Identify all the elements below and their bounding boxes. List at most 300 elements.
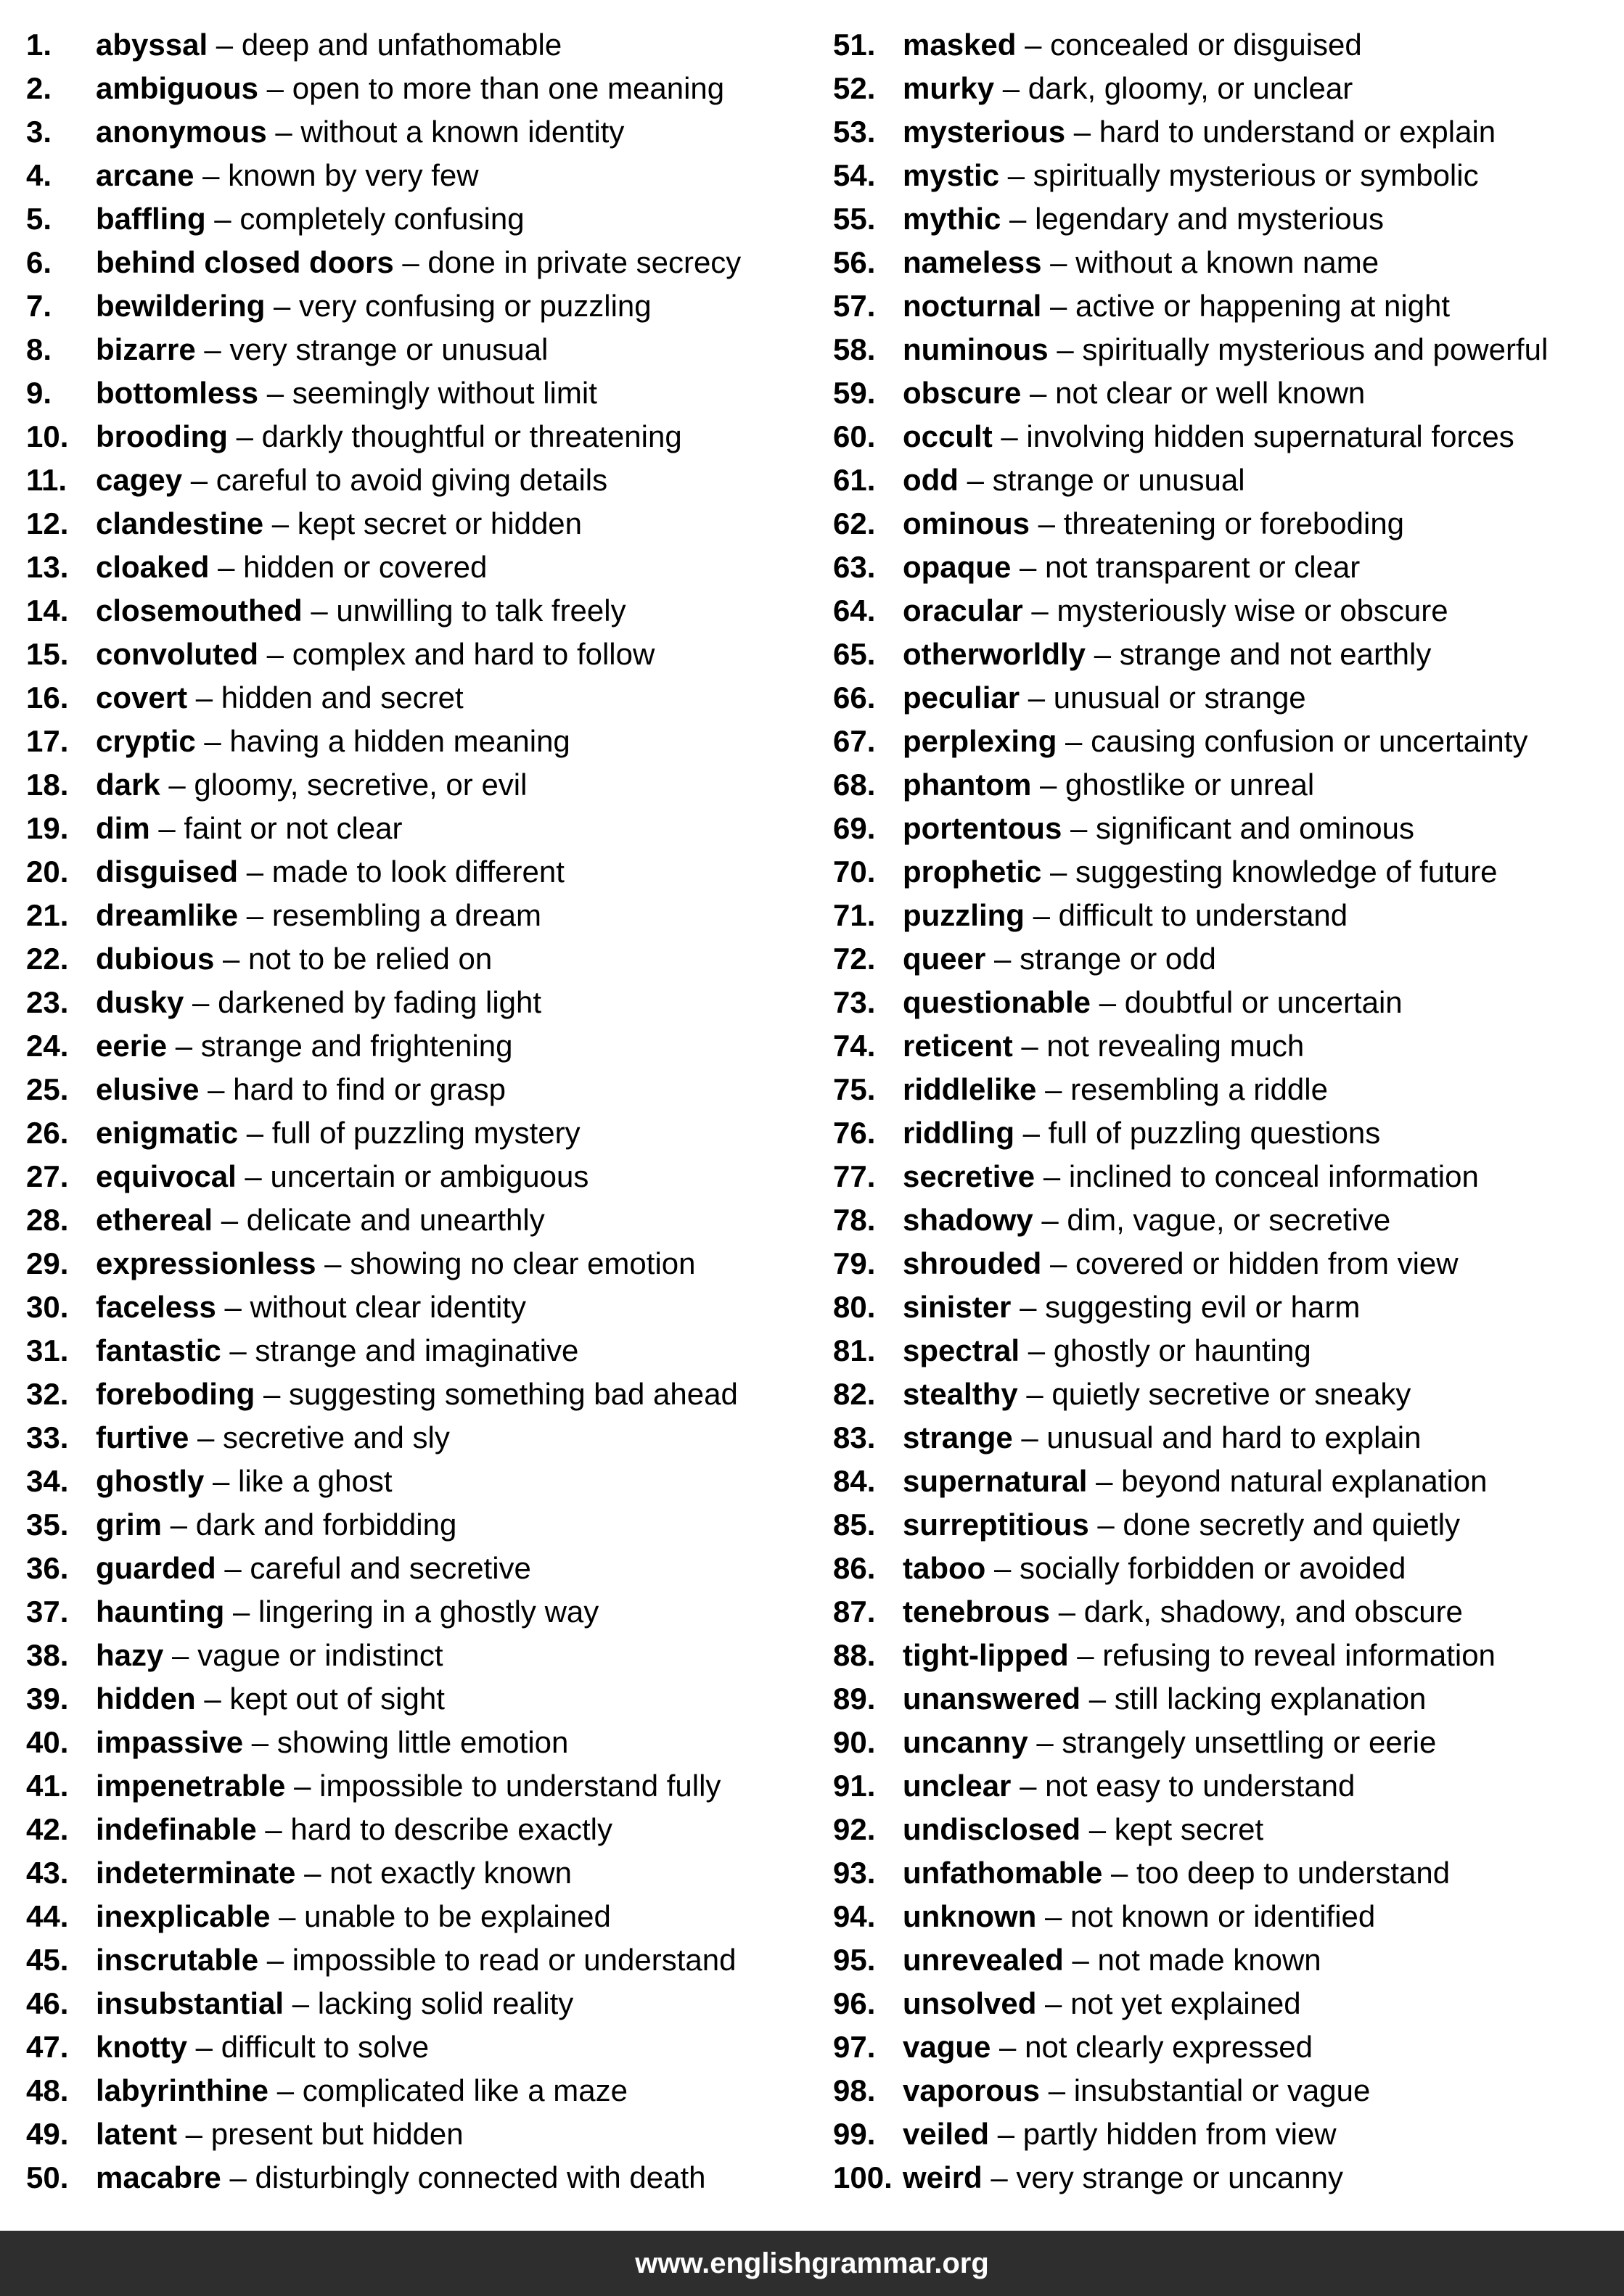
list-item xyxy=(833,1027,1602,1071)
item-word: impassive xyxy=(96,1725,244,1759)
item-word: furtive xyxy=(96,1420,189,1454)
item-word: closemouthed xyxy=(96,593,303,628)
item-number: 69. xyxy=(833,811,876,845)
item-number: 33. xyxy=(26,1420,69,1454)
item-word: sinister xyxy=(903,1290,1012,1324)
list-item xyxy=(833,810,1602,853)
list-item xyxy=(26,70,833,113)
item-definition: – dim, vague, or secretive xyxy=(1033,1203,1391,1237)
item-definition: – significant and ominous xyxy=(1062,811,1414,845)
list-item xyxy=(833,1375,1602,1419)
item-word: perplexing xyxy=(903,724,1057,758)
item-word: opaque xyxy=(903,550,1012,584)
item-number: 16. xyxy=(26,680,69,715)
item-definition: – like a ghost xyxy=(204,1464,393,1498)
item-definition: – very strange or unusual xyxy=(195,332,549,366)
item-word: hidden xyxy=(96,1682,196,1716)
item-definition: – covered or hidden from view xyxy=(1041,1246,1459,1280)
list-item xyxy=(833,244,1602,287)
item-number: 100. xyxy=(833,2160,893,2194)
item-definition: – resembling a riddle xyxy=(1036,1072,1328,1106)
list-item xyxy=(26,374,833,418)
item-definition: – kept secret or hidden xyxy=(263,506,583,540)
item-definition: – legendary and mysterious xyxy=(1001,202,1384,236)
list-item xyxy=(26,1724,833,1767)
item-number: 52. xyxy=(833,71,876,105)
item-definition: – not easy to understand xyxy=(1011,1769,1356,1803)
item-number: 71. xyxy=(833,898,876,932)
list-item xyxy=(833,287,1602,331)
item-word: behind closed doors xyxy=(96,245,394,279)
item-number: 30. xyxy=(26,1290,69,1324)
item-definition: – secretive and sly xyxy=(189,1420,450,1454)
item-number: 76. xyxy=(833,1116,876,1150)
word-list-column-left xyxy=(26,26,833,2202)
item-definition: – not clear or well known xyxy=(1021,376,1366,410)
item-definition: – unable to be explained xyxy=(270,1899,611,1933)
list-item xyxy=(26,1767,833,1811)
item-number: 41. xyxy=(26,1769,69,1803)
list-item xyxy=(833,1637,1602,1680)
item-number: 11. xyxy=(26,463,67,497)
item-number: 84. xyxy=(833,1464,876,1498)
item-definition: – suggesting knowledge of future xyxy=(1041,855,1498,889)
item-word: grim xyxy=(96,1507,163,1542)
item-word: dreamlike xyxy=(96,898,239,932)
item-definition: – difficult to solve xyxy=(187,2030,430,2064)
item-definition: – strange and not earthly xyxy=(1086,637,1432,671)
item-word: unrevealed xyxy=(903,1943,1064,1977)
item-definition: – unusual and hard to explain xyxy=(1012,1420,1422,1454)
item-number: 74. xyxy=(833,1029,876,1063)
item-definition: – difficult to understand xyxy=(1024,898,1348,932)
item-number: 8. xyxy=(26,332,52,366)
list-item xyxy=(26,548,833,592)
item-definition: – not transparent or clear xyxy=(1011,550,1361,584)
list-item xyxy=(26,1071,833,1114)
list-item xyxy=(833,1898,1602,1941)
item-number: 79. xyxy=(833,1246,876,1280)
list-item xyxy=(26,635,833,679)
item-word: bottomless xyxy=(96,376,259,410)
item-word: cloaked xyxy=(96,550,210,584)
item-definition: – insubstantial or vague xyxy=(1040,2073,1371,2107)
footer-bar xyxy=(0,2231,1624,2296)
item-word: arcane xyxy=(96,158,194,192)
item-definition: – done in private secrecy xyxy=(393,245,742,279)
item-word: queer xyxy=(903,942,986,976)
list-item xyxy=(833,766,1602,810)
list-item xyxy=(26,505,833,548)
item-number: 80. xyxy=(833,1290,876,1324)
list-item xyxy=(26,26,833,70)
list-item xyxy=(833,1506,1602,1550)
item-word: weird xyxy=(903,2160,983,2194)
item-word: secretive xyxy=(903,1159,1035,1193)
item-definition: – strange and imaginative xyxy=(221,1333,579,1367)
item-definition: – strange or odd xyxy=(985,942,1216,976)
list-item xyxy=(833,1724,1602,1767)
item-word: ghostly xyxy=(96,1464,205,1498)
item-word: expressionless xyxy=(96,1246,316,1280)
list-item xyxy=(833,374,1602,418)
list-item xyxy=(833,1245,1602,1288)
item-definition: – careful to avoid giving details xyxy=(182,463,608,497)
item-word: eerie xyxy=(96,1029,168,1063)
item-word: tight-lipped xyxy=(903,1638,1069,1672)
item-definition: – unwilling to talk freely xyxy=(302,593,626,628)
item-word: bewildering xyxy=(96,289,266,323)
item-definition: – without clear identity xyxy=(216,1290,527,1324)
item-definition: – seemingly without limit xyxy=(258,376,597,410)
item-word: haunting xyxy=(96,1595,225,1629)
item-word: riddlelike xyxy=(903,1072,1037,1106)
list-item xyxy=(833,679,1602,723)
item-definition: – open to more than one meaning xyxy=(258,71,725,105)
item-number: 75. xyxy=(833,1072,876,1106)
list-item xyxy=(26,1288,833,1332)
item-definition: – faint or not clear xyxy=(149,811,403,845)
item-word: abyssal xyxy=(96,28,208,62)
list-item xyxy=(833,200,1602,244)
list-item xyxy=(833,418,1602,461)
list-item xyxy=(833,461,1602,505)
item-definition: – darkened by fading light xyxy=(184,985,542,1019)
list-item xyxy=(833,2028,1602,2072)
list-item xyxy=(833,1158,1602,1201)
item-number: 1. xyxy=(26,28,52,62)
item-number: 88. xyxy=(833,1638,876,1672)
list-item xyxy=(833,592,1602,635)
list-item xyxy=(833,2072,1602,2115)
item-word: spectral xyxy=(903,1333,1020,1367)
item-word: nameless xyxy=(903,245,1042,279)
item-definition: – hard to describe exactly xyxy=(256,1812,612,1846)
item-word: clandestine xyxy=(96,506,264,540)
item-number: 42. xyxy=(26,1812,69,1846)
item-word: brooding xyxy=(96,419,228,453)
item-number: 60. xyxy=(833,419,876,453)
item-definition: – complex and hard to follow xyxy=(258,637,655,671)
list-item xyxy=(26,1941,833,1985)
item-number: 93. xyxy=(833,1856,876,1890)
item-word: mythic xyxy=(903,202,1001,236)
list-item xyxy=(26,1027,833,1071)
item-definition: – socially forbidden or avoided xyxy=(985,1551,1406,1585)
item-definition: – having a hidden meaning xyxy=(195,724,570,758)
item-number: 56. xyxy=(833,245,876,279)
item-number: 47. xyxy=(26,2030,69,2064)
item-definition: – dark, gloomy, or unclear xyxy=(994,71,1353,105)
list-item xyxy=(833,1985,1602,2028)
list-item xyxy=(26,157,833,200)
item-number: 49. xyxy=(26,2117,69,2151)
item-word: nocturnal xyxy=(903,289,1042,323)
item-word: occult xyxy=(903,419,993,453)
item-definition: – kept out of sight xyxy=(195,1682,445,1716)
item-number: 10. xyxy=(26,419,69,453)
item-definition: – darkly thoughtful or threatening xyxy=(227,419,682,453)
item-definition: – very strange or uncanny xyxy=(982,2160,1343,2194)
item-number: 44. xyxy=(26,1899,69,1933)
item-definition: – delicate and unearthly xyxy=(213,1203,545,1237)
item-number: 64. xyxy=(833,593,876,628)
item-word: phantom xyxy=(903,768,1032,802)
item-word: uncanny xyxy=(903,1725,1028,1759)
item-definition: – deep and unfathomable xyxy=(208,28,562,62)
item-word: questionable xyxy=(903,985,1091,1019)
list-item xyxy=(833,940,1602,984)
item-word: surreptitious xyxy=(903,1507,1089,1542)
item-word: mystic xyxy=(903,158,1000,192)
item-definition: – not exactly known xyxy=(295,1856,572,1890)
list-item xyxy=(833,1288,1602,1332)
item-number: 24. xyxy=(26,1029,69,1063)
list-item xyxy=(833,2159,1602,2202)
item-word: knotty xyxy=(96,2030,187,2064)
item-definition: – kept secret xyxy=(1080,1812,1264,1846)
item-number: 66. xyxy=(833,680,876,715)
item-word: numinous xyxy=(903,332,1049,366)
list-item xyxy=(833,1201,1602,1245)
item-number: 36. xyxy=(26,1551,69,1585)
item-number: 39. xyxy=(26,1682,69,1716)
item-number: 18. xyxy=(26,768,69,802)
item-definition: – resembling a dream xyxy=(238,898,541,932)
item-definition: – threatening or foreboding xyxy=(1030,506,1405,540)
list-item xyxy=(833,1941,1602,1985)
item-number: 78. xyxy=(833,1203,876,1237)
item-definition: – complicated like a maze xyxy=(268,2073,628,2107)
item-number: 67. xyxy=(833,724,876,758)
item-word: anonymous xyxy=(96,115,267,149)
list-item xyxy=(26,418,833,461)
list-item xyxy=(26,1854,833,1898)
item-word: portentous xyxy=(903,811,1062,845)
list-item xyxy=(26,1985,833,2028)
list-item xyxy=(26,244,833,287)
list-item xyxy=(833,1811,1602,1854)
list-item xyxy=(26,897,833,940)
list-item xyxy=(833,2115,1602,2159)
list-item xyxy=(833,1854,1602,1898)
item-word: unfathomable xyxy=(903,1856,1103,1890)
item-number: 85. xyxy=(833,1507,876,1542)
item-definition: – strangely unsettling or eerie xyxy=(1028,1725,1437,1759)
item-definition: – vague or indistinct xyxy=(163,1638,443,1672)
item-number: 17. xyxy=(26,724,69,758)
list-item xyxy=(26,853,833,897)
item-definition: – spiritually mysterious or symbolic xyxy=(999,158,1479,192)
word-list-column-right xyxy=(833,26,1602,2202)
list-item xyxy=(833,505,1602,548)
item-word: shadowy xyxy=(903,1203,1033,1237)
item-number: 86. xyxy=(833,1551,876,1585)
list-item xyxy=(833,1680,1602,1724)
list-item xyxy=(833,1767,1602,1811)
item-word: puzzling xyxy=(903,898,1025,932)
item-number: 26. xyxy=(26,1116,69,1150)
item-definition: – showing no clear emotion xyxy=(316,1246,696,1280)
footer-url[interactable]: www.englishgrammar.org xyxy=(635,2247,989,2279)
item-word: cryptic xyxy=(96,724,196,758)
item-word: cagey xyxy=(96,463,183,497)
list-item xyxy=(833,331,1602,374)
item-word: unknown xyxy=(903,1899,1037,1933)
item-word: oracular xyxy=(903,593,1023,628)
item-definition: – hard to find or grasp xyxy=(199,1072,507,1106)
list-item xyxy=(26,1462,833,1506)
item-word: mysterious xyxy=(903,115,1066,149)
list-item xyxy=(26,679,833,723)
item-word: dubious xyxy=(96,942,215,976)
item-number: 99. xyxy=(833,2117,876,2151)
item-definition: – not made known xyxy=(1063,1943,1321,1977)
item-word: otherworldly xyxy=(903,637,1086,671)
item-number: 37. xyxy=(26,1595,69,1629)
item-word: veiled xyxy=(903,2117,990,2151)
list-item xyxy=(26,1114,833,1158)
item-number: 12. xyxy=(26,506,69,540)
item-definition: – mysteriously wise or obscure xyxy=(1022,593,1448,628)
word-list xyxy=(26,26,1608,2202)
item-number: 4. xyxy=(26,158,52,192)
item-word: guarded xyxy=(96,1551,216,1585)
item-word: taboo xyxy=(903,1551,986,1585)
item-number: 6. xyxy=(26,245,52,279)
list-item xyxy=(833,157,1602,200)
item-number: 5. xyxy=(26,202,52,236)
item-number: 54. xyxy=(833,158,876,192)
item-number: 82. xyxy=(833,1377,876,1411)
item-number: 51. xyxy=(833,28,876,62)
list-item xyxy=(26,2028,833,2072)
item-number: 77. xyxy=(833,1159,876,1193)
item-definition: – strange and frightening xyxy=(167,1029,513,1063)
list-item xyxy=(833,853,1602,897)
item-number: 95. xyxy=(833,1943,876,1977)
item-definition: – not known or identified xyxy=(1036,1899,1376,1933)
list-item xyxy=(26,1506,833,1550)
item-number: 96. xyxy=(833,1986,876,2020)
item-word: masked xyxy=(903,28,1017,62)
item-definition: – impossible to read or understand xyxy=(258,1943,737,1977)
item-definition: – lacking solid reality xyxy=(284,1986,574,2020)
item-number: 20. xyxy=(26,855,69,889)
item-number: 70. xyxy=(833,855,876,889)
item-number: 92. xyxy=(833,1812,876,1846)
item-number: 22. xyxy=(26,942,69,976)
item-word: disguised xyxy=(96,855,239,889)
item-word: obscure xyxy=(903,376,1022,410)
list-item xyxy=(26,461,833,505)
item-number: 9. xyxy=(26,376,52,410)
item-number: 40. xyxy=(26,1725,69,1759)
item-definition: – full of puzzling questions xyxy=(1014,1116,1381,1150)
list-item xyxy=(26,2159,833,2202)
item-definition: – beyond natural explanation xyxy=(1087,1464,1488,1498)
item-definition: – too deep to understand xyxy=(1102,1856,1451,1890)
item-number: 29. xyxy=(26,1246,69,1280)
item-definition: – doubtful or uncertain xyxy=(1091,985,1403,1019)
list-item xyxy=(26,113,833,157)
item-word: undisclosed xyxy=(903,1812,1081,1846)
item-word: foreboding xyxy=(96,1377,255,1411)
list-item xyxy=(26,766,833,810)
item-word: supernatural xyxy=(903,1464,1088,1498)
list-item xyxy=(833,1419,1602,1462)
item-number: 83. xyxy=(833,1420,876,1454)
item-number: 90. xyxy=(833,1725,876,1759)
item-word: baffling xyxy=(96,202,206,236)
list-item xyxy=(26,1550,833,1593)
item-definition: – inclined to conceal information xyxy=(1035,1159,1479,1193)
list-item xyxy=(26,2115,833,2159)
item-number: 53. xyxy=(833,115,876,149)
list-item xyxy=(833,1114,1602,1158)
item-word: inscrutable xyxy=(96,1943,259,1977)
list-item xyxy=(26,723,833,766)
item-number: 48. xyxy=(26,2073,69,2107)
list-item xyxy=(26,1201,833,1245)
item-word: reticent xyxy=(903,1029,1013,1063)
list-item xyxy=(833,26,1602,70)
item-word: unclear xyxy=(903,1769,1012,1803)
item-word: tenebrous xyxy=(903,1595,1051,1629)
list-item xyxy=(833,1550,1602,1593)
item-number: 27. xyxy=(26,1159,69,1193)
item-definition: – spiritually mysterious and powerful xyxy=(1048,332,1549,366)
item-definition: – lingering in a ghostly way xyxy=(224,1595,599,1629)
item-definition: – suggesting something bad ahead xyxy=(255,1377,738,1411)
item-word: unsolved xyxy=(903,1986,1037,2020)
item-definition: – not clearly expressed xyxy=(991,2030,1313,2064)
item-word: dusky xyxy=(96,985,184,1019)
item-definition: – active or happening at night xyxy=(1041,289,1451,323)
list-item xyxy=(833,1071,1602,1114)
item-definition: – showing little emotion xyxy=(243,1725,569,1759)
item-word: murky xyxy=(903,71,995,105)
item-number: 58. xyxy=(833,332,876,366)
list-item xyxy=(26,331,833,374)
item-word: indefinable xyxy=(96,1812,257,1846)
list-item xyxy=(26,2072,833,2115)
item-definition: – ghostly or haunting xyxy=(1020,1333,1311,1367)
item-word: riddling xyxy=(903,1116,1014,1150)
list-item xyxy=(26,1375,833,1419)
item-word: indeterminate xyxy=(96,1856,296,1890)
item-number: 31. xyxy=(26,1333,69,1367)
item-definition: – unusual or strange xyxy=(1020,680,1306,715)
list-item xyxy=(26,1245,833,1288)
list-item xyxy=(833,984,1602,1027)
item-definition: – gloomy, secretive, or evil xyxy=(160,768,528,802)
list-item xyxy=(26,1637,833,1680)
list-item xyxy=(26,592,833,635)
item-number: 94. xyxy=(833,1899,876,1933)
item-number: 38. xyxy=(26,1638,69,1672)
item-word: convoluted xyxy=(96,637,259,671)
item-word: ominous xyxy=(903,506,1030,540)
item-definition: – concealed or disguised xyxy=(1016,28,1362,62)
item-definition: – present but hidden xyxy=(177,2117,464,2151)
list-item xyxy=(833,723,1602,766)
item-definition: – quietly secretive or sneaky xyxy=(1017,1377,1411,1411)
item-word: covert xyxy=(96,680,188,715)
item-definition: – full of puzzling mystery xyxy=(238,1116,581,1150)
item-number: 81. xyxy=(833,1333,876,1367)
item-word: stealthy xyxy=(903,1377,1018,1411)
